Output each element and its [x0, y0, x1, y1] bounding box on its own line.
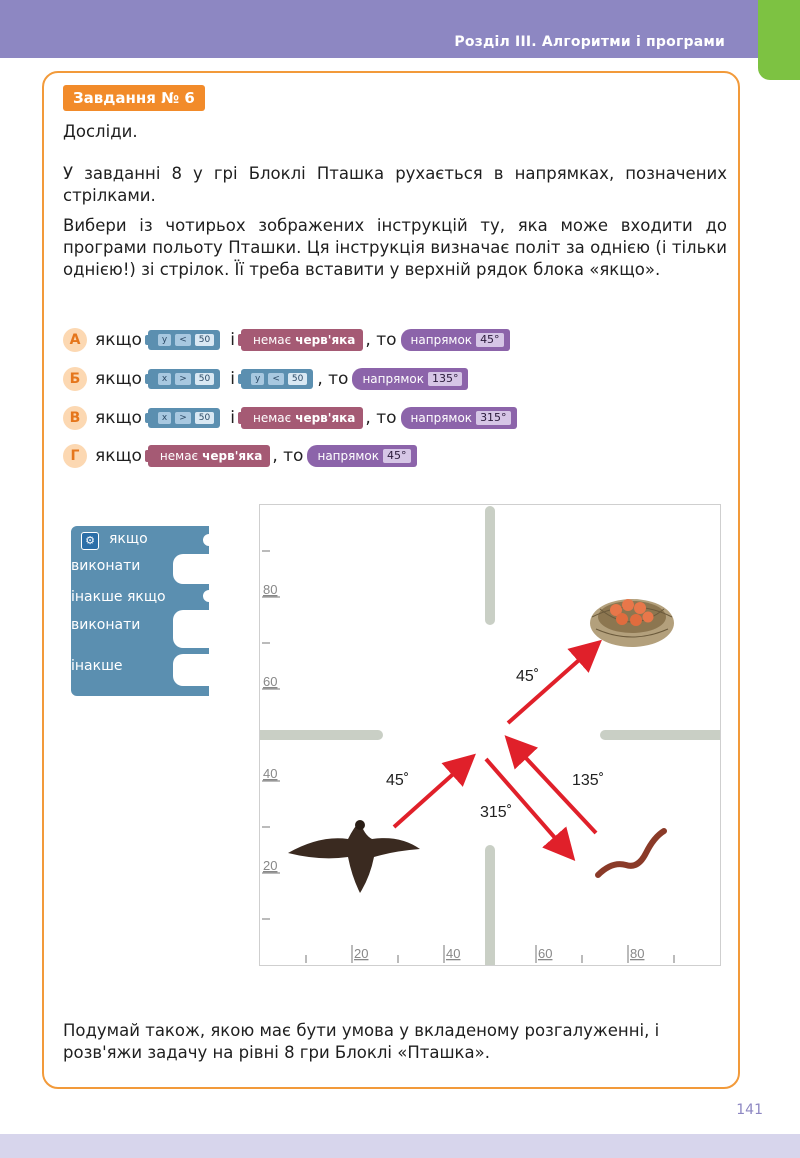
option-letter: Б: [63, 367, 87, 391]
nest-icon: [590, 599, 674, 647]
number-field: 50: [195, 334, 214, 346]
direction-degrees: 315°: [476, 411, 511, 425]
worm-pre: немає: [252, 333, 292, 347]
op-dropdown: >: [175, 373, 191, 385]
worm-pre: немає: [252, 411, 292, 425]
x-tick-label: 80: [630, 946, 645, 961]
var-dropdown: y: [251, 373, 264, 385]
footer-bar: [0, 1134, 800, 1158]
then-word: , то: [317, 369, 349, 389]
angle-label: 315˚: [480, 804, 513, 821]
direction-block: [352, 368, 468, 390]
direction-degrees: 45°: [383, 449, 411, 463]
no-worm-block: [148, 445, 270, 467]
and-word: і: [230, 330, 235, 350]
no-worm-block: [241, 329, 363, 351]
option-g[interactable]: [63, 443, 417, 469]
worm-bold: черв'яка: [295, 333, 356, 347]
and-word: і: [230, 408, 235, 428]
y-tick-label: 60: [263, 674, 278, 689]
option-letter: В: [63, 406, 87, 430]
section-title: Розділ ІІІ. Алгоритми і програми: [454, 34, 725, 50]
y-tick-label: 80: [263, 582, 278, 597]
angle-label: 135˚: [572, 772, 605, 789]
option-b[interactable]: [63, 366, 468, 392]
compare-block: [148, 330, 220, 350]
number-field: 50: [195, 412, 214, 424]
then-word: , то: [272, 446, 304, 466]
gear-icon[interactable]: ⚙: [81, 532, 99, 550]
if-keyword: якщо: [95, 369, 142, 389]
task-paragraph-2: Вибери із чотирьох зображених інструкцій ту, яка може входити до програми польоту Пташки. Ця інструкція визначає політ за однією (і тільки однією!) зі стрілок. Її треба вставити у верхній рядок блока «якщо».: [63, 216, 727, 279]
option-v[interactable]: [63, 405, 517, 431]
var-dropdown: x: [158, 373, 171, 385]
worm-bold: черв'яка: [202, 449, 263, 463]
bird-icon: [288, 820, 420, 893]
if-keyword: якщо: [95, 408, 142, 428]
worm-pre: немає: [159, 449, 199, 463]
no-worm-block: [241, 407, 363, 429]
task-paragraph-1: У завданні 8 у грі Блоклі Пташка рухається в напрямках, позначених стрілками.: [63, 164, 727, 205]
if-keyword: якщо: [95, 446, 142, 466]
and-word: і: [230, 369, 235, 389]
chapter-tab: [758, 0, 800, 80]
direction-label: напрямок: [410, 333, 473, 347]
closing-paragraph: Подумай також, якою має бути умова у вкладеному розгалуженні, і розв'яжи задачу на рівні 8 гри Блоклі «Пташка».: [63, 1021, 660, 1062]
direction-block: [401, 407, 517, 429]
var-dropdown: x: [158, 412, 171, 424]
compare-block: [148, 408, 220, 428]
option-a[interactable]: [63, 327, 510, 353]
var-dropdown: y: [158, 334, 171, 346]
if-else-block[interactable]: [71, 526, 209, 696]
task-instruction: Досліди.: [63, 122, 138, 141]
y-tick-label: 20: [263, 858, 278, 873]
direction-degrees: 45°: [476, 333, 504, 347]
worm-icon: [598, 831, 664, 875]
direction-degrees: 135°: [428, 372, 463, 386]
op-dropdown: <: [268, 373, 284, 385]
option-letter: Г: [63, 444, 87, 468]
else-label: інакше: [71, 658, 123, 674]
compare-block: [241, 369, 313, 389]
op-dropdown: >: [175, 412, 191, 424]
if-label: якщо: [109, 531, 148, 547]
number-field: 50: [288, 373, 307, 385]
direction-block: [307, 445, 416, 467]
then-word: , то: [365, 330, 397, 350]
direction-label: напрямок: [410, 411, 473, 425]
direction-label: напрямок: [317, 449, 379, 463]
bird-map: [259, 504, 721, 966]
then-word: , то: [365, 408, 397, 428]
x-tick-label: 40: [446, 946, 461, 961]
x-tick-label: 60: [538, 946, 553, 961]
option-letter: А: [63, 328, 87, 352]
y-tick-label: 40: [263, 766, 278, 781]
x-tick-label: 20: [354, 946, 369, 961]
worm-bold: черв'яка: [295, 411, 356, 425]
angle-label: 45˚: [386, 772, 410, 789]
op-dropdown: <: [175, 334, 191, 346]
page-number: 141: [736, 1102, 763, 1118]
map-drawing: [260, 505, 720, 965]
do-label-1: виконати: [71, 558, 141, 574]
task-badge: Завдання № 6: [63, 85, 205, 111]
elseif-label: інакше якщо: [71, 589, 166, 605]
number-field: 50: [195, 373, 214, 385]
if-keyword: якщо: [95, 330, 142, 350]
direction-label: напрямок: [362, 372, 424, 386]
angle-label: 45˚: [516, 668, 540, 685]
direction-block: [401, 329, 510, 351]
compare-block: [148, 369, 220, 389]
do-label-2: виконати: [71, 617, 141, 633]
